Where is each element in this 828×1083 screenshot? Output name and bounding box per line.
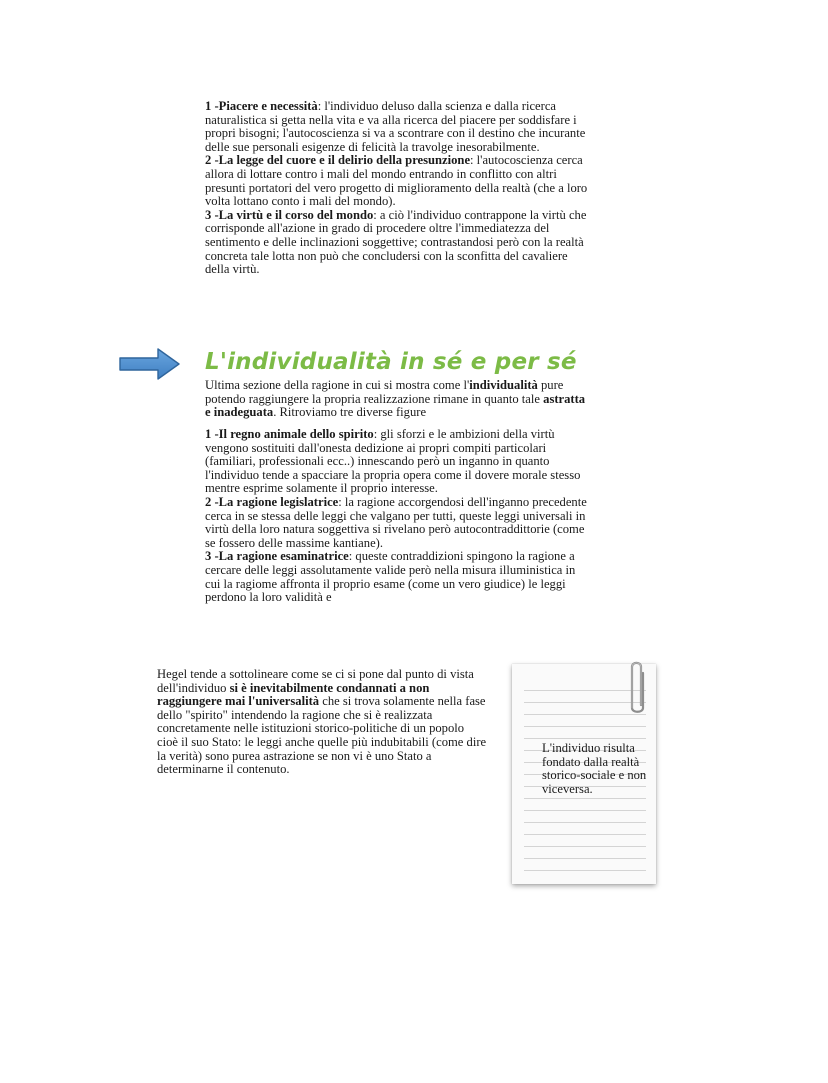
hegel-text: Hegel tende a sottolineare come se ci si pone dal punto di vista dell'individuo <box>157 667 474 695</box>
section-2-item-2 <box>205 496 590 550</box>
hegel-text: che si trova solamente nella fase dello "spirito" intendendo la ragione che si è realizzata concretamente nelle istituzioni storico-politiche di un popolo cioè il suo Stato: le leggi anche quelle più indubitabili (come dire la verità) sono purea astrazione se non vi è uno Stato a determinarne il contenuto. <box>157 694 487 777</box>
item-title: 1 -Piacere e necessità <box>205 99 318 113</box>
note-rule <box>524 834 646 835</box>
item-text: : l'individuo deluso dalla scienza e dalla ricerca naturalistica si getta nella vita e va alla ricerca del piacere per soddisfare i propri bisogni; l'autocoscienza si va a scontrare con il destino che incurante delle sue personali esigenze di felicità la travolge inesorabilmente. <box>205 99 586 154</box>
note-rule <box>524 738 646 739</box>
intro-bold: individualità <box>469 378 538 392</box>
note-rule <box>524 798 646 799</box>
item-title: 2 -La ragione legislatrice <box>205 494 339 509</box>
note-rule <box>524 858 646 859</box>
intro-text: Ultima sezione della ragione in cui si mostra come l' <box>205 378 470 392</box>
intro-text: pure potendo raggiungere la propria realizzazione rimane in quanto tale <box>205 378 564 406</box>
right-arrow-icon <box>118 346 182 382</box>
section-1-item-3 <box>205 209 590 277</box>
hegel-bold: si è inevitabilmente condannati a non raggiungere mai l'universalità <box>157 680 430 709</box>
note-rule <box>524 870 646 871</box>
section-1-item-1 <box>205 100 590 154</box>
intro-paragraph <box>205 379 590 420</box>
note-text: L'individuo risulta fondato dalla realtà storico-sociale e non viceversa. <box>542 741 647 796</box>
item-text: : queste contraddizioni spingono la ragione a cercare delle leggi assolutamente valide però nella misura illuministica in cui la ragiome affronta il proprio esame (come un vero giudice) le leggi perdono la loro validità e <box>205 549 576 605</box>
intro-bold: astratta e inadeguata <box>205 391 586 420</box>
note-rule <box>524 822 646 823</box>
hegel-paragraph <box>157 668 487 777</box>
section-heading: L'individualità in sé e per sé <box>205 349 577 375</box>
item-text: : a ciò l'individuo contrappone la virtù che corrisponde all'azione in grado di procedere oltre l'immediatezza del sentimento e delle inclinazioni soggettive; contrastandosi però con la realtà concreta tale lotta non può che concludersi con la sconfitta del cavaliere della virtù. <box>205 207 587 277</box>
item-title: 3 -La virtù e il corso del mondo <box>205 207 374 222</box>
note-rule <box>524 810 646 811</box>
item-text: : gli sforzi e le ambizioni della virtù vengono sostituiti dall'onesta dedizione ai propri compiti particolari (familiari, professionali ecc..) innescando però un inganno in quanto l'individuo tende a spacciare la propria opera come il dovere morale stesso mentre esprime solamente il proprio interesse. <box>205 427 581 496</box>
item-title: 2 -La legge del cuore e il delirio della presunzione <box>205 153 471 168</box>
section-2-item-1 <box>205 428 590 496</box>
item-text: : l'autocoscienza cerca allora di lottare contro i mali del mondo entrando in conflitto con altri presunti portatori del vero progetto di miglioramento della realtà (che a loro volta lottano conto i mali del mondo). <box>205 153 588 209</box>
section-2-item-3 <box>205 550 590 604</box>
paperclip-icon <box>626 657 648 715</box>
item-text: : la ragione accorgendosi dell'inganno precedente cerca in se stessa delle leggi che valgano per tutti, queste leggi universali in virtù della loro natura soggettiva si rivelano però autocontraddittorie (come se fossero delle massime kantiane). <box>205 494 587 550</box>
item-title: 1 -Il regno animale dello spirito <box>205 427 374 441</box>
section-1-list <box>205 100 590 277</box>
section-1-item-2 <box>205 154 590 208</box>
section-2-list <box>205 428 590 605</box>
item-title: 3 -La ragione esaminatrice <box>205 549 349 564</box>
note-rule <box>524 726 646 727</box>
intro-text: . Ritroviamo tre diverse figure <box>273 405 427 420</box>
note-rule <box>524 846 646 847</box>
